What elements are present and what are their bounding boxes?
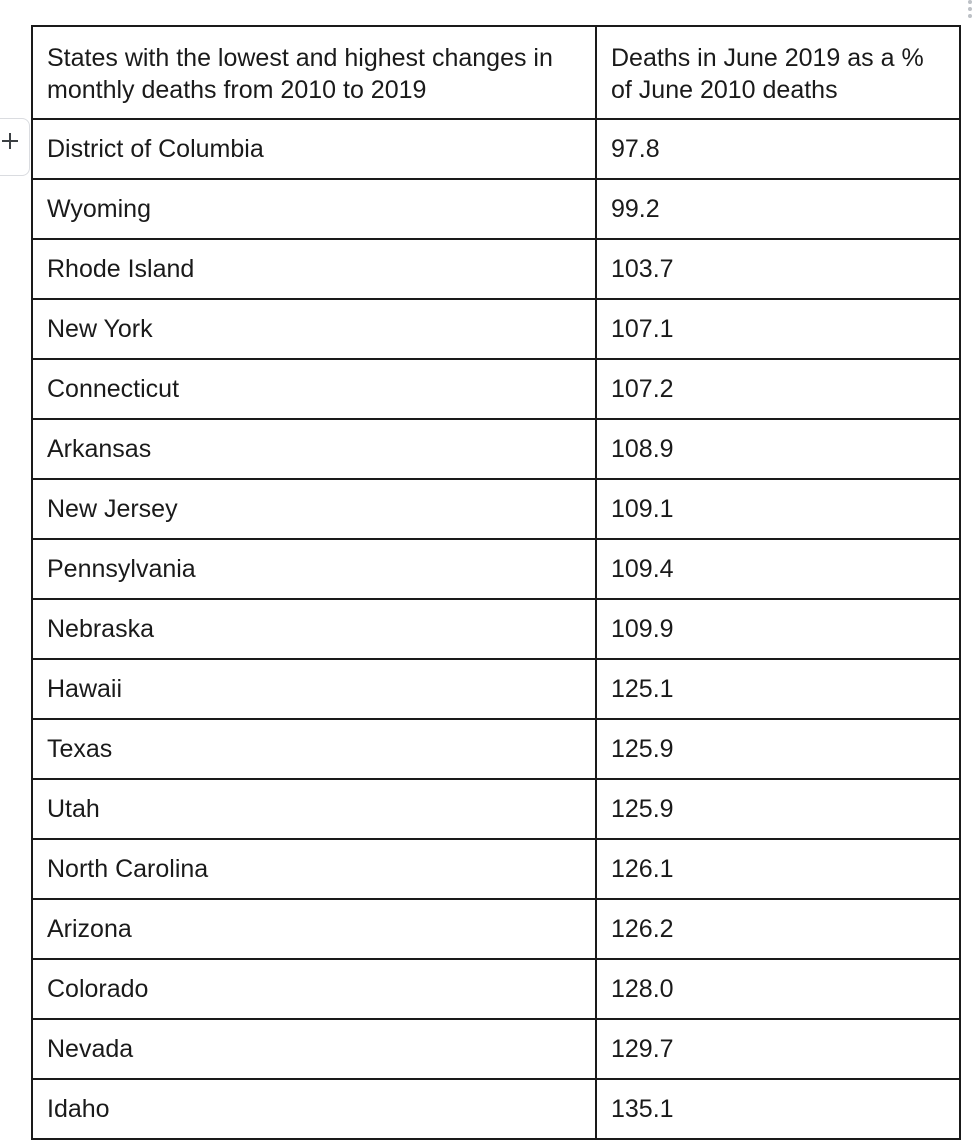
cell-state[interactable]: Nevada xyxy=(32,1019,596,1079)
cell-deaths-percent[interactable]: 107.2 xyxy=(596,359,960,419)
table-body xyxy=(32,119,960,1139)
table-row xyxy=(32,479,960,539)
table-row xyxy=(32,599,960,659)
table-row xyxy=(32,1019,960,1079)
table-row xyxy=(32,179,960,239)
table-row xyxy=(32,779,960,839)
cell-deaths-percent[interactable]: 109.1 xyxy=(596,479,960,539)
table-row xyxy=(32,539,960,599)
cell-state[interactable]: Colorado xyxy=(32,959,596,1019)
cell-deaths-percent[interactable]: 125.9 xyxy=(596,779,960,839)
cell-state[interactable]: District of Columbia xyxy=(32,119,596,179)
cell-state[interactable]: New Jersey xyxy=(32,479,596,539)
plus-icon[interactable] xyxy=(2,133,18,149)
table-row xyxy=(32,959,960,1019)
cell-state[interactable]: Pennsylvania xyxy=(32,539,596,599)
cell-deaths-percent[interactable]: 125.1 xyxy=(596,659,960,719)
cell-state[interactable]: Arkansas xyxy=(32,419,596,479)
table-row xyxy=(32,239,960,299)
cell-deaths-percent[interactable]: 103.7 xyxy=(596,239,960,299)
cell-state[interactable]: North Carolina xyxy=(32,839,596,899)
table-header-row xyxy=(32,26,960,119)
cell-deaths-percent[interactable]: 109.9 xyxy=(596,599,960,659)
cell-deaths-percent[interactable]: 99.2 xyxy=(596,179,960,239)
column-header-deaths-percent: Deaths in June 2019 as a % of June 2010 deaths xyxy=(596,26,960,119)
cell-deaths-percent[interactable]: 97.8 xyxy=(596,119,960,179)
cell-state[interactable]: Nebraska xyxy=(32,599,596,659)
table-row xyxy=(32,1079,960,1139)
cell-deaths-percent[interactable]: 135.1 xyxy=(596,1079,960,1139)
cell-state[interactable]: Hawaii xyxy=(32,659,596,719)
cell-deaths-percent[interactable]: 109.4 xyxy=(596,539,960,599)
cell-deaths-percent[interactable]: 129.7 xyxy=(596,1019,960,1079)
table-row xyxy=(32,839,960,899)
cell-deaths-percent[interactable]: 128.0 xyxy=(596,959,960,1019)
column-header-state: States with the lowest and highest changes in monthly deaths from 2010 to 2019 xyxy=(32,26,596,119)
cell-deaths-percent[interactable]: 107.1 xyxy=(596,299,960,359)
table-row xyxy=(32,359,960,419)
cell-state[interactable]: Rhode Island xyxy=(32,239,596,299)
cell-state[interactable]: Connecticut xyxy=(32,359,596,419)
table-row xyxy=(32,899,960,959)
table-row xyxy=(32,299,960,359)
table-row xyxy=(32,659,960,719)
cell-state[interactable]: Idaho xyxy=(32,1079,596,1139)
table-row xyxy=(32,719,960,779)
cell-state[interactable]: Wyoming xyxy=(32,179,596,239)
cell-state[interactable]: Arizona xyxy=(32,899,596,959)
cell-deaths-percent[interactable]: 126.1 xyxy=(596,839,960,899)
cell-deaths-percent[interactable]: 108.9 xyxy=(596,419,960,479)
vertical-dots-icon[interactable] xyxy=(965,0,977,20)
cell-deaths-percent[interactable]: 126.2 xyxy=(596,899,960,959)
cell-state[interactable]: Texas xyxy=(32,719,596,779)
cell-state[interactable]: New York xyxy=(32,299,596,359)
table-row xyxy=(32,119,960,179)
table-row xyxy=(32,419,960,479)
data-table xyxy=(31,25,961,1140)
cell-state[interactable]: Utah xyxy=(32,779,596,839)
cell-deaths-percent[interactable]: 125.9 xyxy=(596,719,960,779)
